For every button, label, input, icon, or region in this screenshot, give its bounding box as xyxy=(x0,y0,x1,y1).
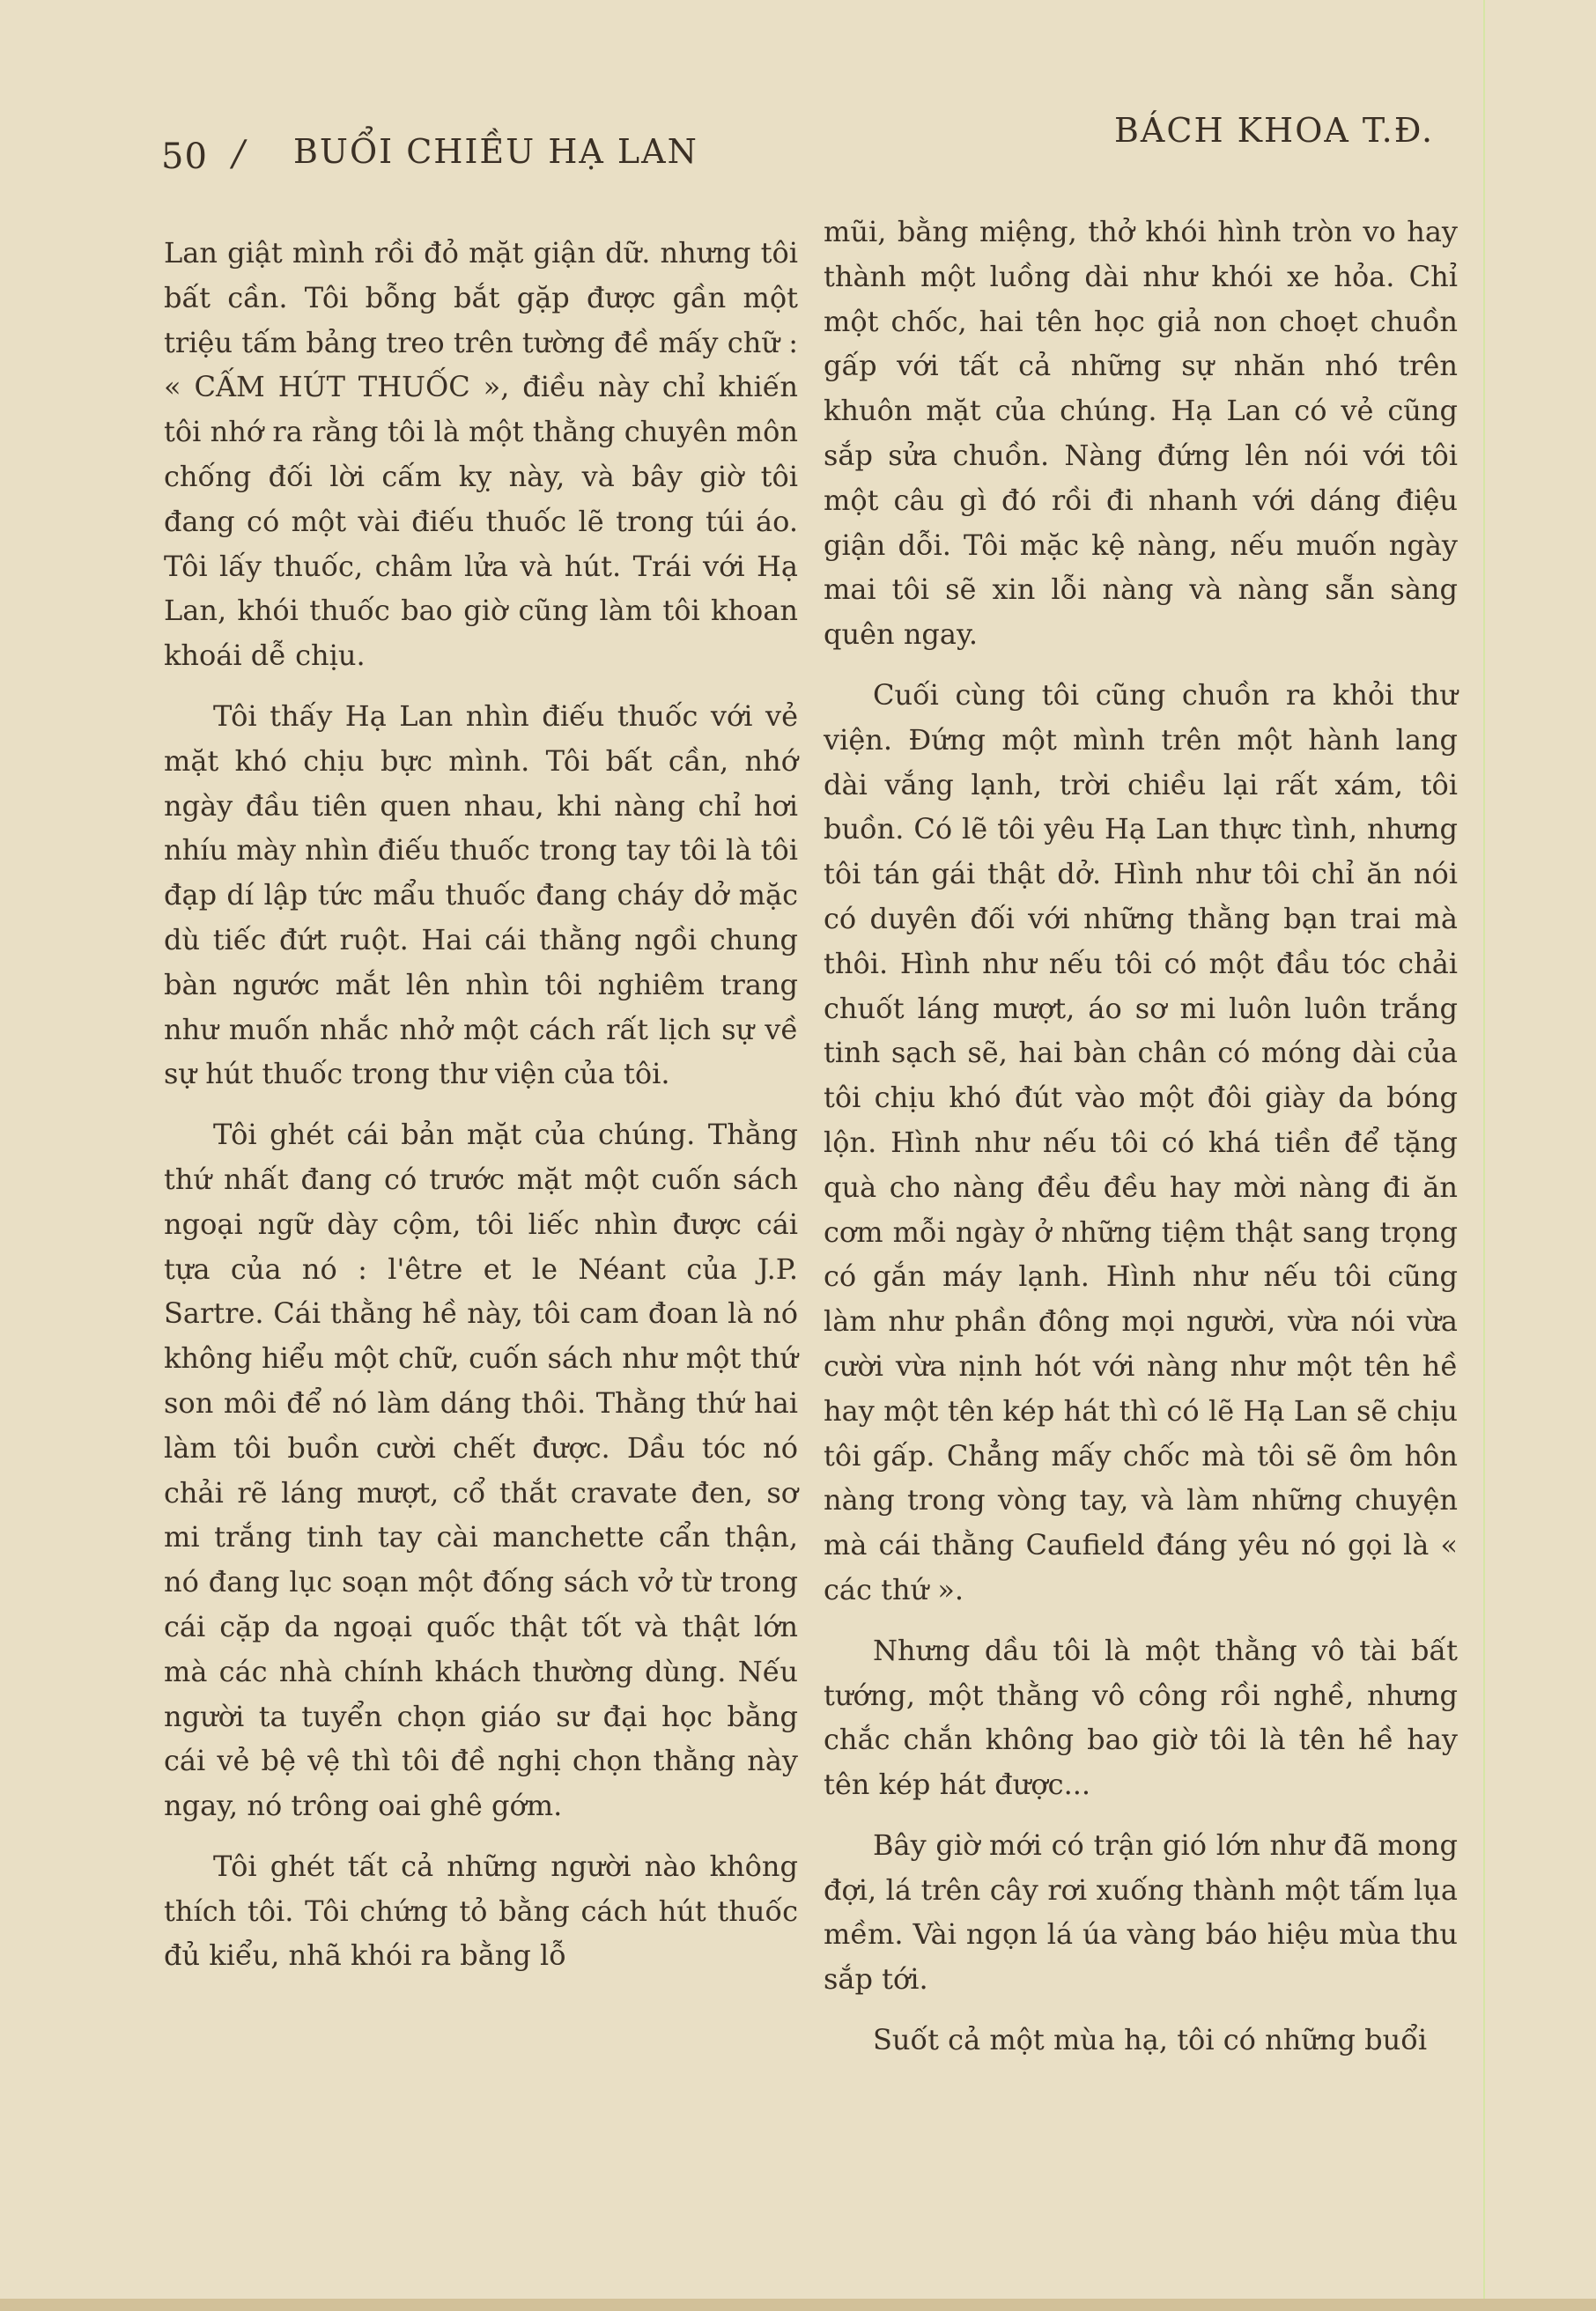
paragraph: mũi, bằng miệng, thở khói hình tròn vo hay thành một luồng dài như khói xe hỏa. Chỉ một chốc, hai tên học giả non choẹt chuồn gấp với tất cả những sự nhăn nhó trên khuôn mặt của chúng. Hạ Lan có vẻ cũng sắp sửa chuồn. Nàng đứng lên nói với tôi một câu gì đó rồi đi nhanh với dáng điệu giận dỗi. Tôi mặc kệ nàng, nếu muốn ngày mai tôi sẽ xin lỗi nàng và nàng sẵn sàng quên ngay. xyxy=(824,215,1458,652)
paragraph: Cuối cùng tôi cũng chuồn ra khỏi thư viện. Đứng một mình trên một hành lang dài vắng lạnh, trời chiều lại rất xám, tôi buồn. Có lẽ tôi yêu Hạ Lan thực tình, nhưng tôi tán gái thật dở. Hình như tôi chỉ ăn nói có duyên đối với những thằng bạn trai mà thôi. Hình như nếu tôi có một đầu tóc chải chuốt láng mượt, áo sơ mi luôn luôn trắng tinh sạch sẽ, hai bàn chân có móng dài của tôi chịu khó đút vào một đôi giày da bóng lộn. Hình như nếu tôi có khá tiền để tặng quà cho nàng đều đều hay mời nàng đi ăn cơm mỗi ngày ở những tiệm thật sang trọng có gắn máy lạnh. Hình như nếu tôi cũng làm như phần đông mọi người, vừa nói vừa cười vừa nịnh hót với nàng như một tên hề hay một tên kép hát thì có lẽ Hạ Lan sẽ chịu tôi gấp. Chẳng mấy chốc mà tôi sẽ ôm hôn nàng trong vòng tay, và làm những chuyện mà cái thằng Caufield đáng yêu nó gọi là « các thứ ». xyxy=(824,677,1458,1606)
paragraph: Suốt cả một mùa hạ, tôi có những buổi xyxy=(873,2023,1428,2057)
page-number: 50 xyxy=(161,137,208,177)
running-header xyxy=(0,0,1596,203)
page-edge xyxy=(0,2299,1596,2311)
header-separator: / xyxy=(233,134,245,174)
paragraph: Lan giật mình rồi đỏ mặt giận dữ. nhưng tôi bất cần. Tôi bỗng bắt gặp được gần một triệu tấm bảng treo trên tường đề mấy chữ : « CẤM HÚT THUỐC », điều này chỉ khiến tôi nhớ ra rằng tôi là một thằng chuyên môn chống đối lời cấm kỵ này, và bây giờ tôi đang có một vài điếu thuốc lẽ trong túi áo. Tôi lấy thuốc, châm lửa và hút. Trái với Hạ Lan, khói thuốc bao giờ cũng làm tôi khoan khoái dễ chịu. xyxy=(164,236,798,673)
paragraph: Bây giờ mới có trận gió lớn như đã mong đợi, lá trên cây rơi xuống thành một tấm lụa mềm. Vài ngọn lá úa vàng báo hiệu mùa thu sắp tới. xyxy=(824,1827,1458,1997)
left-column xyxy=(164,231,798,1994)
paragraph: Tôi ghét tất cả những người nào không thích tôi. Tôi chứng tỏ bằng cách hút thuốc đủ kiểu, nhã khói ra bằng lỗ xyxy=(164,1849,798,1973)
article-title: BUỔI CHIỀU HẠ LAN xyxy=(293,132,698,171)
paragraph: Nhưng dầu tôi là một thằng vô tài bất tướng, một thằng vô công rồi nghề, nhưng chắc chắn không bao giờ tôi là tên hề hay tên kép hát được... xyxy=(824,1633,1458,1802)
paragraph: Tôi thấy Hạ Lan nhìn điếu thuốc với vẻ mặt khó chịu bực mình. Tôi bất cần, nhớ ngày đầu tiên quen nhau, khi nàng chỉ hơi nhíu mày nhìn điếu thuốc trong tay tôi là tôi đạp dí lập tức mẩu thuốc đang cháy dở mặc dù tiếc đứt ruột. Hai cái thằng ngồi chung bàn ngước mắt lên nhìn tôi nghiêm trang như muốn nhắc nhở một cách rất lịch sự về sự hút thuốc trong thư viện của tôi. xyxy=(164,698,798,1091)
magazine-title: BÁCH KHOA T.Đ. xyxy=(1114,111,1435,150)
fold-line xyxy=(1483,0,1485,2311)
paragraph: Tôi ghét cái bản mặt của chúng. Thằng thứ nhất đang có trước mặt một cuốn sách ngoại ngữ dày cộm, tôi liếc nhìn được cái tựa của nó : l'être et le Néant của J.P. Sartre. Cái thằng hề này, tôi cam đoan là nó không hiểu một chữ, cuốn sách như một thứ son môi để nó làm dáng thôi. Thằng thứ hai làm tôi buồn cười chết được. Dầu tóc nó chải rẽ láng mượt, cổ thắt cravate đen, sơ mi trắng tinh tay cài manchette cẩn thận, nó đang lục soạn một đống sách vở từ trong cái cặp da ngoại quốc thật tốt và thật lớn mà các nhà chính khách thường dùng. Nếu người ta tuyển chọn giáo sư đại học bằng cái vẻ bệ vệ thì tôi đề nghị chọn thằng này ngay, nó trông oai ghê gớm. xyxy=(164,1118,798,1823)
right-column xyxy=(824,210,1458,2078)
